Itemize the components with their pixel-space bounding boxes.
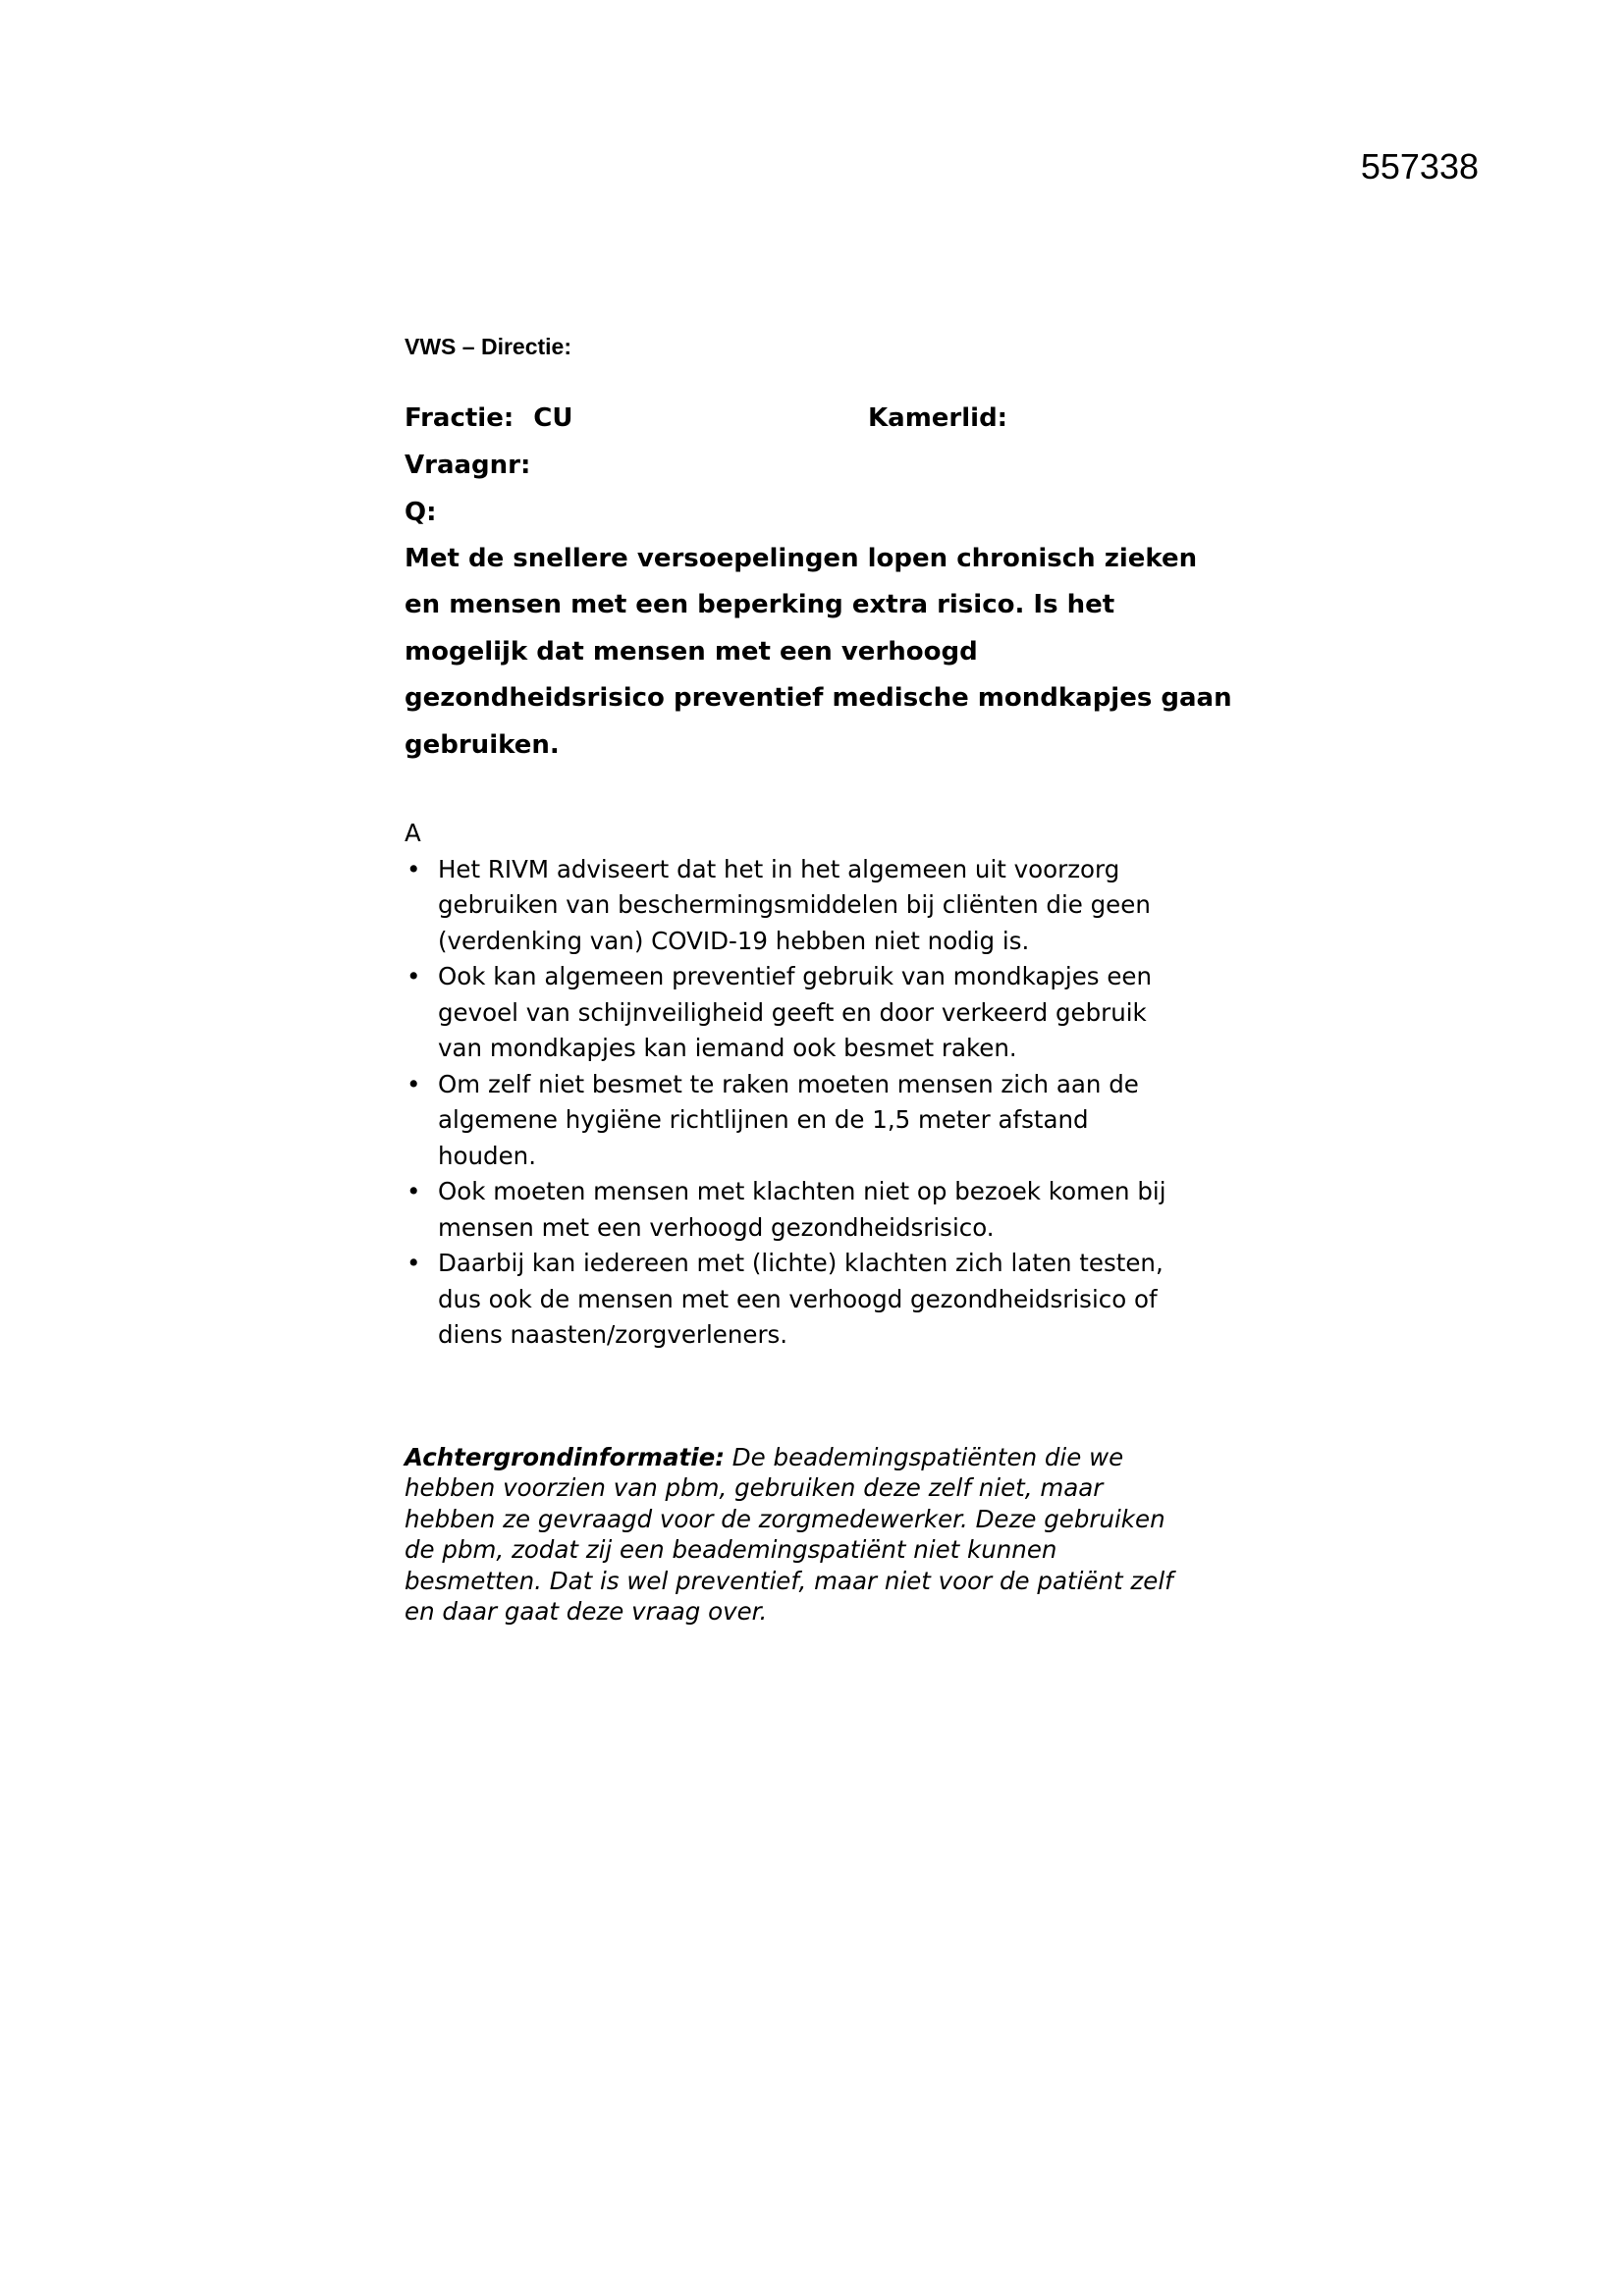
answer-section (405, 816, 1249, 1354)
bullet-icon: • (406, 1249, 421, 1278)
answer-item (405, 1067, 1249, 1175)
background-line: besmetten. Dat is wel preventief, maar niet voor de patiënt zelf (405, 1566, 1173, 1595)
answer-item (405, 959, 1249, 1067)
bullet-icon: • (406, 1069, 421, 1098)
answer-line: diens naasten/zorgverleners. (438, 1320, 788, 1350)
question-line: mogelijk dat mensen met een verhoogd (405, 636, 978, 667)
answer-line: (verdenking van) COVID-19 hebben niet nodig is. (438, 926, 1030, 955)
answer-label: A (405, 819, 421, 848)
answer-line: Ook kan algemeen preventief gebruik van mondkapjes een (438, 962, 1153, 991)
vraagnr-row (405, 442, 1249, 489)
background-label: Achtergrondinformatie: (405, 1442, 726, 1471)
fractie-row (405, 395, 1249, 442)
bullet-icon: • (406, 1177, 421, 1206)
question-text (405, 536, 1249, 770)
background-line: De beademingspatiënten die we (725, 1442, 1124, 1471)
document-body (405, 334, 1249, 1628)
bullet-icon: • (406, 854, 421, 883)
background-line: de pbm, zodat zij een beademingspatiënt niet kunnen (405, 1535, 1057, 1565)
answer-line: houden. (438, 1141, 536, 1170)
answer-line: Ook moeten mensen met klachten niet op bezoek komen bij (438, 1177, 1166, 1206)
fractie-label: Fractie: (405, 402, 514, 433)
document-number: 557338 (1360, 146, 1479, 187)
answer-line: dus ook de mensen met een verhoogd gezondheidsrisico of (438, 1284, 1158, 1313)
kamerlid-label: Kamerlid: (868, 402, 1008, 433)
answer-line: Om zelf niet besmet te raken moeten mensen zich aan de (438, 1069, 1139, 1098)
background-info (405, 1442, 1239, 1628)
answer-item (405, 852, 1249, 960)
answer-item (405, 1246, 1249, 1354)
q-label: Q: (405, 497, 437, 527)
answer-line: Daarbij kan iedereen met (lichte) klachten zich laten testen, (438, 1249, 1164, 1278)
q-row (405, 489, 1249, 536)
answer-line: van mondkapjes kan iemand ook besmet raken. (438, 1034, 1017, 1063)
answer-line: gebruiken van beschermingsmiddelen bij cliënten die geen (438, 890, 1151, 920)
question-line: en mensen met een beperking extra risico. Is het (405, 590, 1115, 620)
background-line: hebben ze gevraagd voor de zorgmedewerker. Deze gebruiken (405, 1504, 1165, 1533)
vraagnr-label: Vraagnr: (405, 450, 531, 480)
answer-line: algemene hygiëne richtlijnen en de 1,5 meter afstand (438, 1105, 1089, 1135)
fractie-value: CU (533, 402, 573, 433)
question-line: gezondheidsrisico preventief medische mondkapjes gaan (405, 683, 1232, 714)
answer-line: gevoel van schijnveiligheid geeft en door verkeerd gebruik (438, 997, 1147, 1027)
directie-label: VWS – Directie: (405, 334, 571, 359)
background-line: en daar gaat deze vraag over. (405, 1597, 768, 1627)
background-line: hebben voorzien van pbm, gebruiken deze zelf niet, maar (405, 1473, 1104, 1503)
answer-item (405, 1174, 1249, 1246)
bullet-icon: • (406, 962, 421, 991)
question-line: gebruiken. (405, 729, 560, 760)
answer-line: mensen met een verhoogd gezondheidsrisico. (438, 1212, 995, 1242)
answer-line: Het RIVM adviseert dat het in het algemeen uit voorzorg (438, 854, 1120, 883)
question-line: Met de snellere versoepelingen lopen chronisch zieken (405, 543, 1198, 573)
answer-list (405, 852, 1249, 1354)
